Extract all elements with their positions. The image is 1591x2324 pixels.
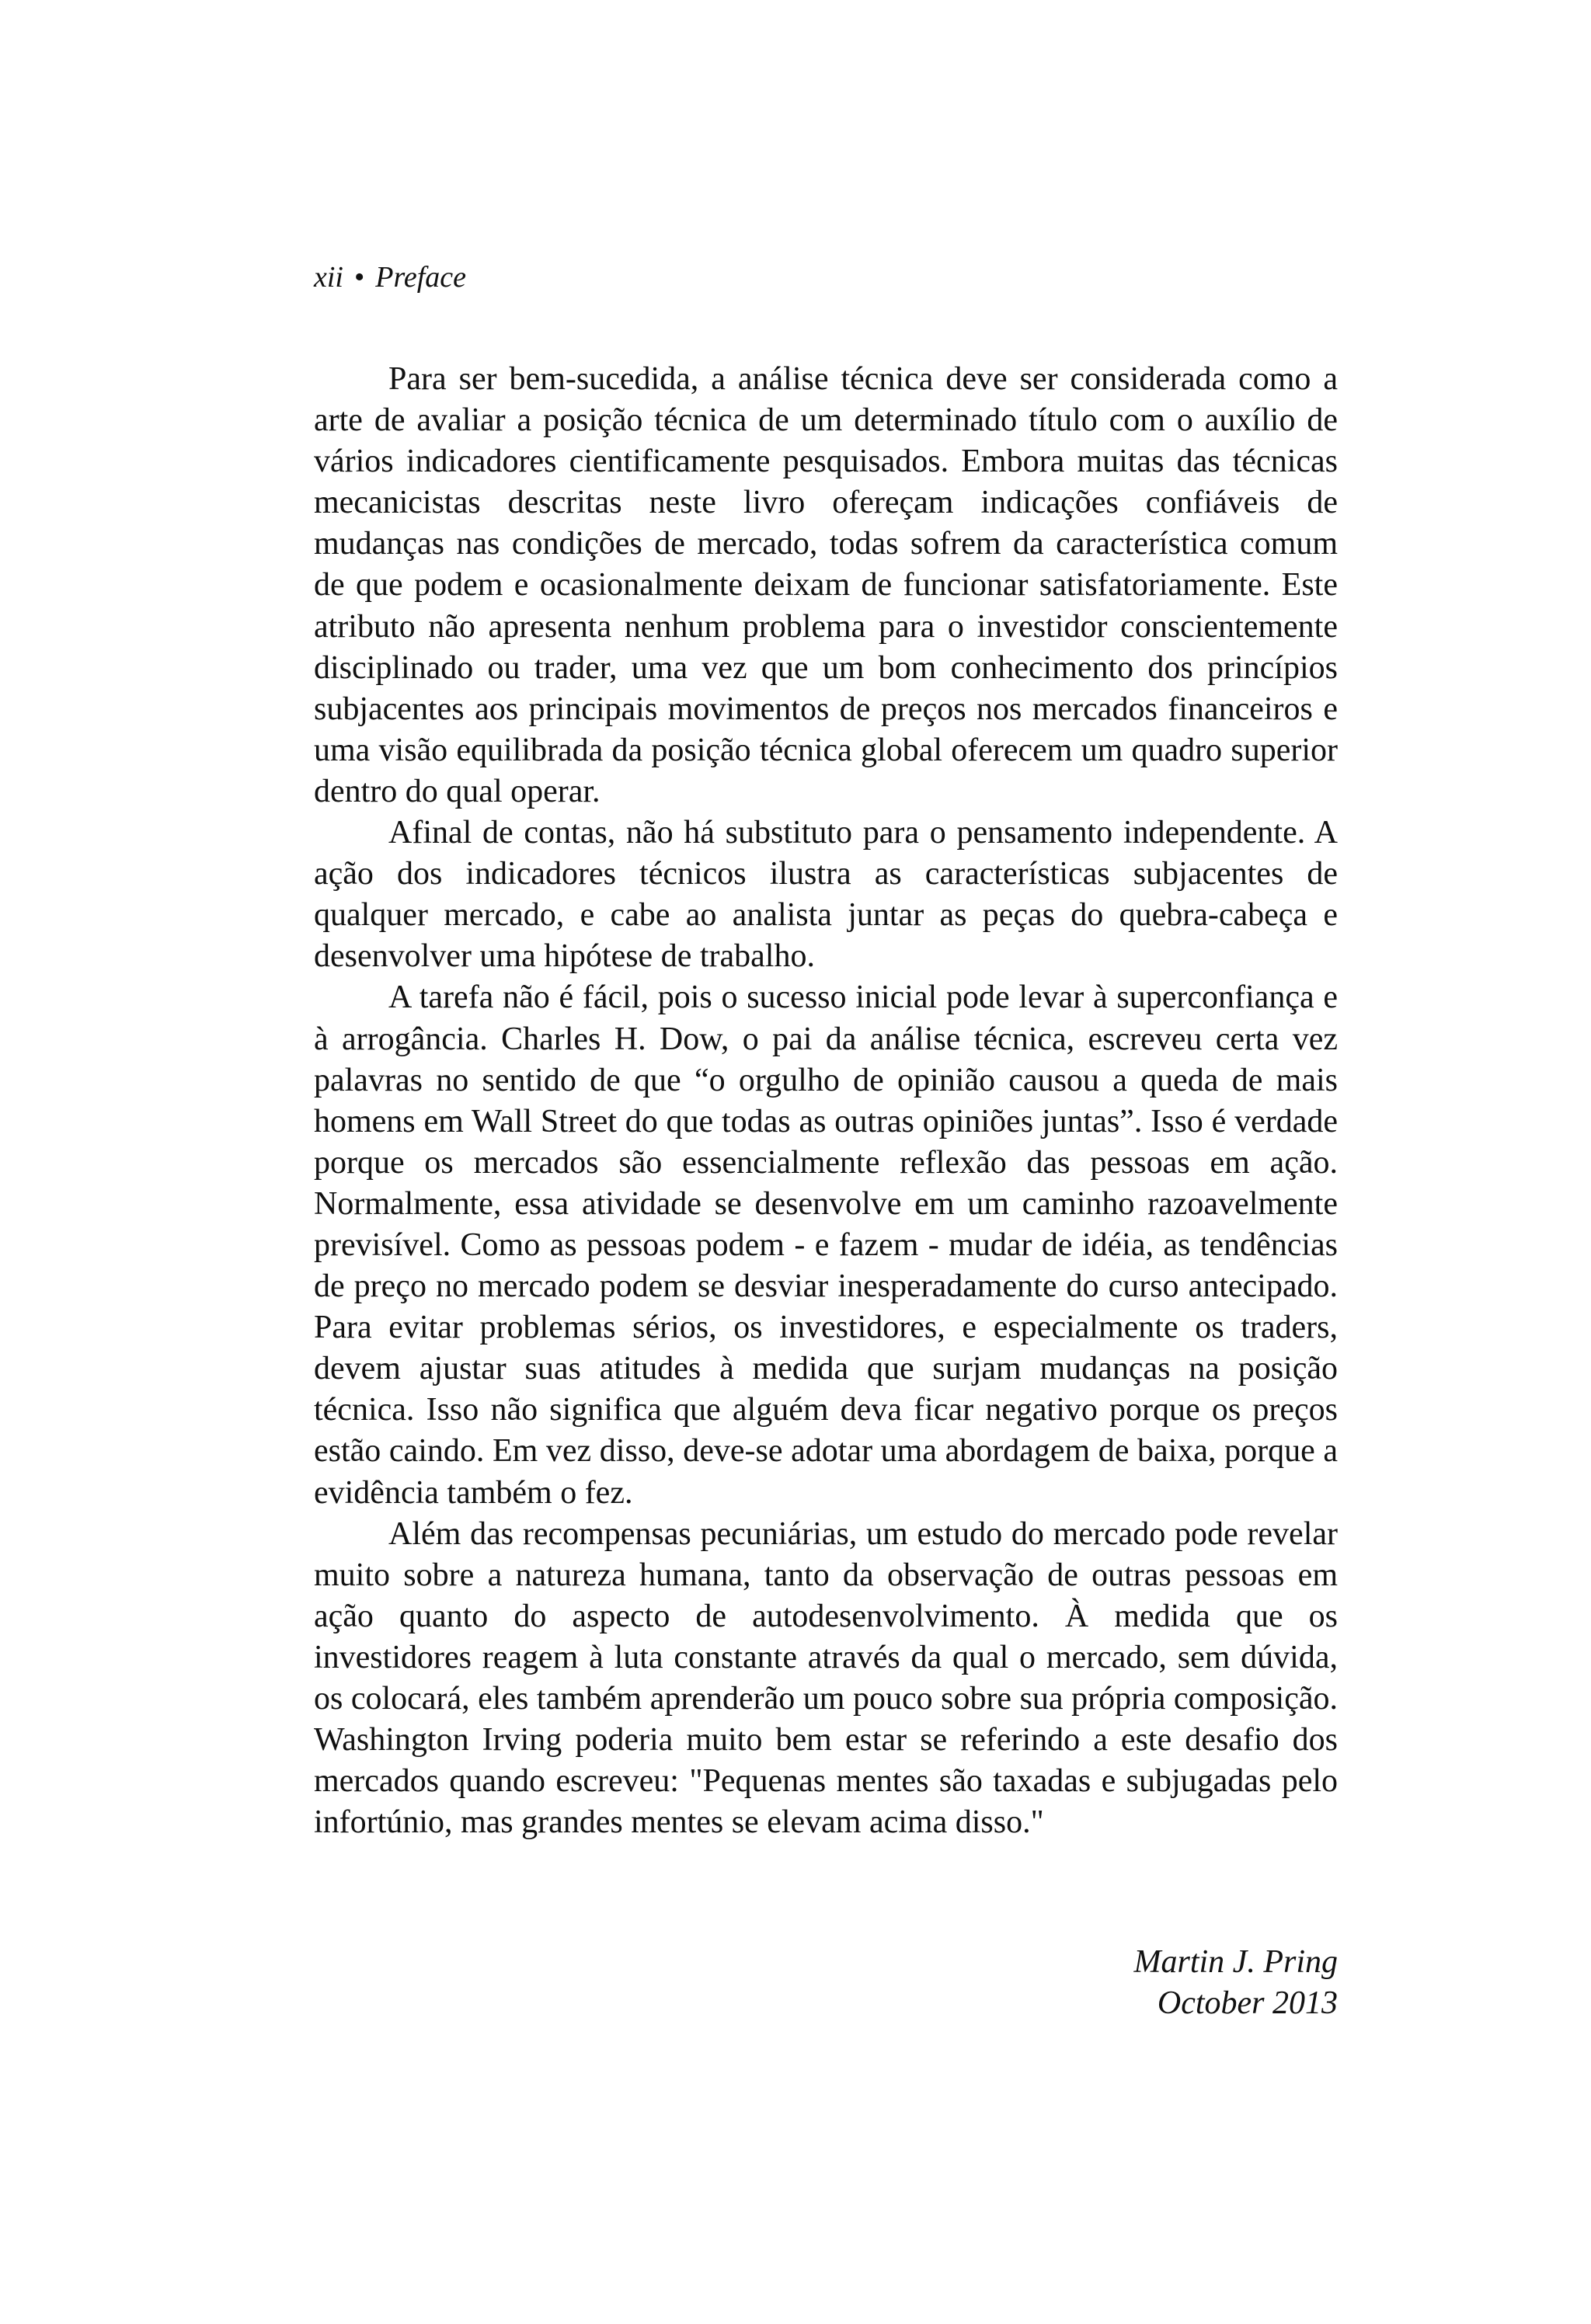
paragraph: A tarefa não é fácil, pois o sucesso inicial pode levar à superconfiança e à arrogância. Charles H. Dow, o pai da análise técnica, escreveu certa vez palavras no sentido de que “o orgulho de opinião causou a queda de mais homens em Wall Street do que todas as outras opiniões juntas”. Isso é verdade porque os mercados são essencialmente reflexão das pessoas em ação. Normalmente, essa atividade se desenvolve em um caminho razoavelmente previsível. Como as pessoas podem - e fazem - mudar de idéia, as tendências de preço no mercado podem se desviar inesperadamente do curso antecipado. Para evitar problemas sérios, os investidores, e especialmente os traders, devem ajustar suas atitudes à medida que surjam mudanças na posição técnica. Isso não significa que alguém deva ficar negativo porque os preços estão caindo. Em vez disso, deve-se adotar uma abordagem de baixa, porque a evidência também o fez. — [314, 979, 1338, 1511]
paragraph: Além das recompensas pecuniárias, um estudo do mercado pode revelar muito sobre a natureza humana, tanto da observação de outras pessoas em ação quanto do aspecto de autodesenvolvimento. À medida que os investidores reagem à luta constante através da qual o mercado, sem dúvida, os colocará, eles também aprenderão um pouco sobre sua própria composição. Washington Irving poderia muito bem estar se referindo a este desafio dos mercados quando escreveu: "Pequenas mentes são taxadas e subjugadas pelo infortúnio, mas grandes mentes se elevam acima disso." — [314, 1515, 1338, 1841]
author-name: Martin J. Pring — [1133, 1944, 1338, 1980]
page-folio: xii — [314, 261, 343, 294]
section-title: Preface — [375, 261, 467, 294]
running-head — [314, 263, 466, 292]
signature-date: October 2013 — [1157, 1985, 1338, 2021]
signature-block — [1134, 1942, 1338, 2024]
header-separator: • — [353, 261, 365, 294]
paragraph: Para ser bem-sucedida, a análise técnica deve ser considerada como a arte de avaliar a posição técnica de um determinado título com o auxílio de vários indicadores cientificamente pesquisados. Embora muitas das técnicas mecanicistas descritas neste livro ofereçam indicações confiáveis de mudanças nas condições de mercado, todas sofrem da característica comum de que podem e ocasionalmente deixam de funcionar satisfatoriamente. Este atributo não apresenta nenhum problema para o investidor conscientemente disciplinado ou trader, uma vez que um bom conhecimento dos princípios subjacentes aos principais movimentos de preços nos mercados financeiros e uma visão equilibrada da posição técnica global oferecem um quadro superior dentro do qual operar. — [314, 361, 1338, 809]
paragraph: Afinal de contas, não há substituto para o pensamento independente. A ação dos indicadores técnicos ilustra as características subjacentes de qualquer mercado, e cabe ao analista juntar as peças do quebra-cabeça e desenvolver uma hipótese de trabalho. — [314, 815, 1338, 975]
body-text — [314, 359, 1338, 1843]
